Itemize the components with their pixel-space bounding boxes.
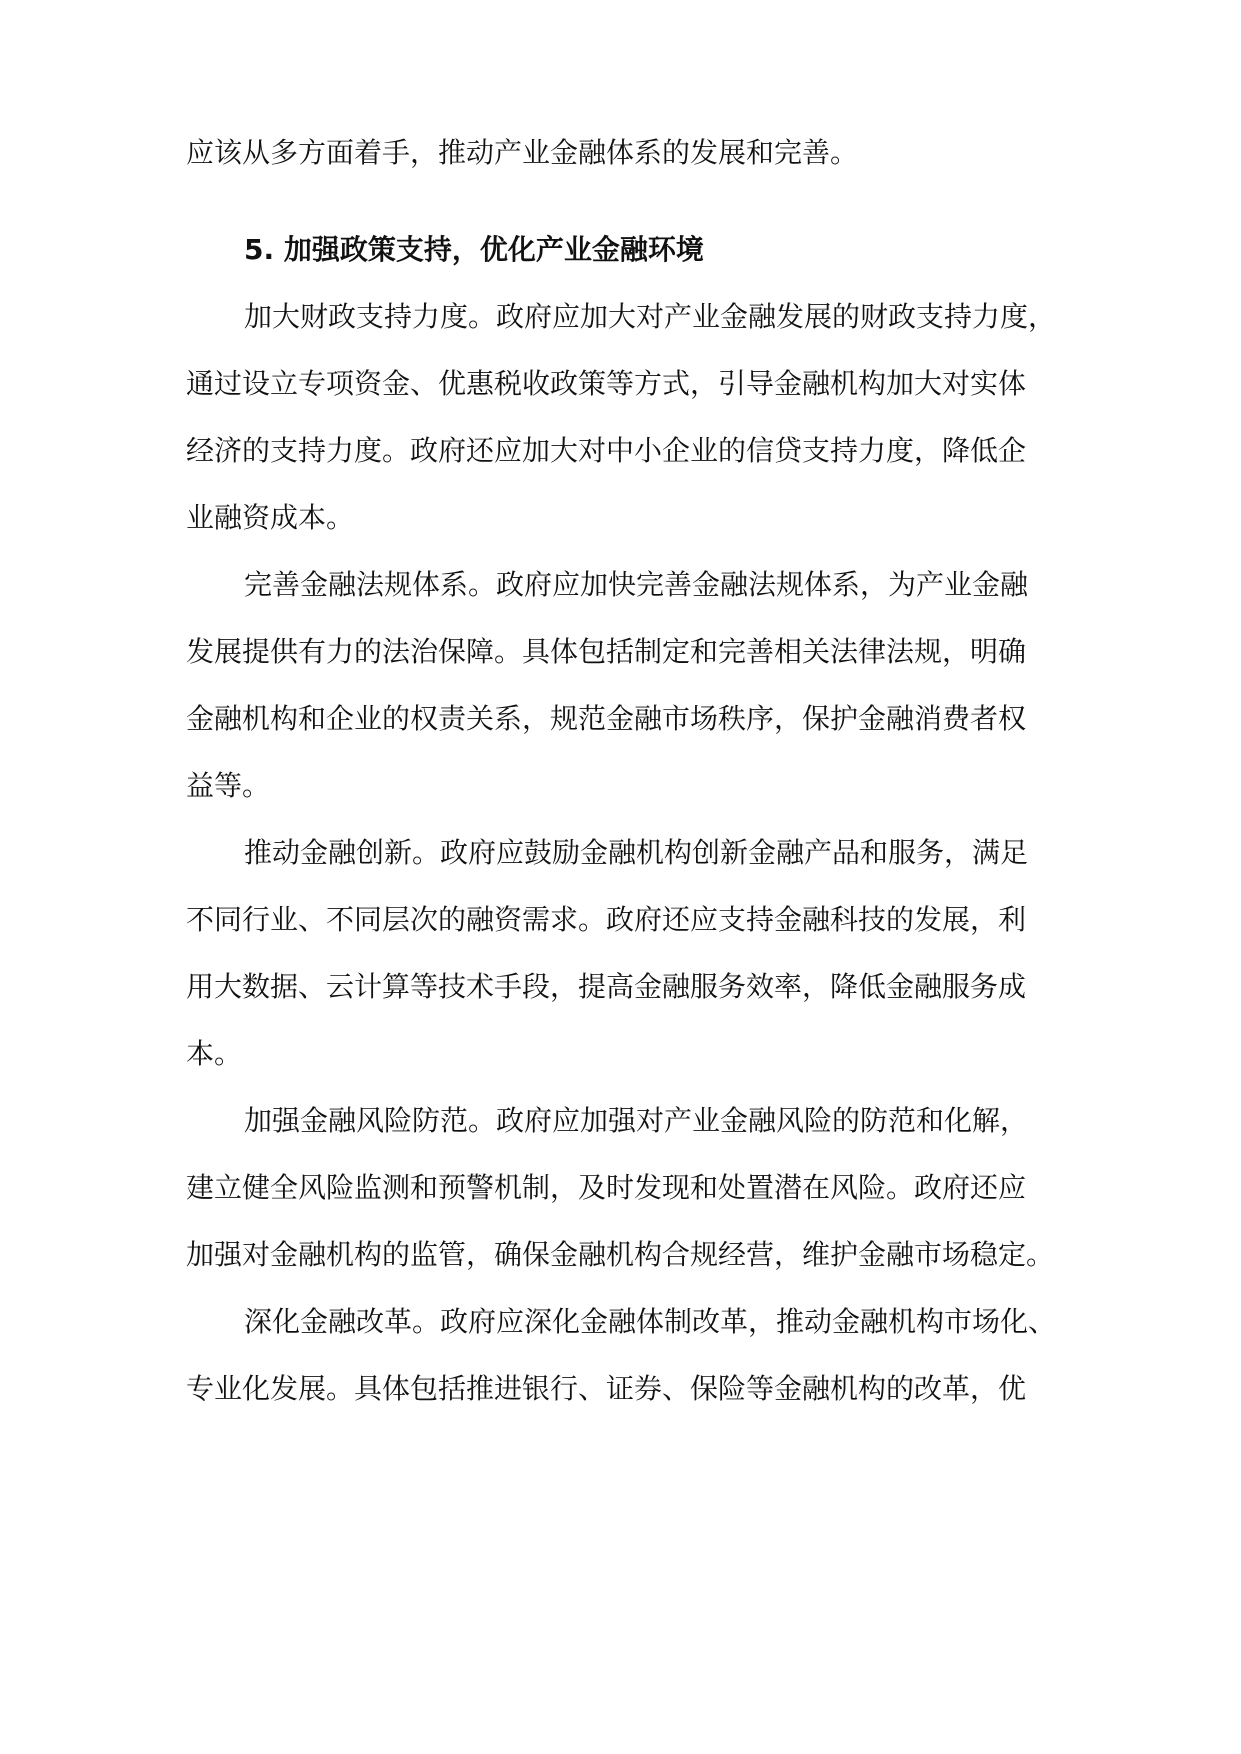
intro-line: 应该从多方面着手，推动产业金融体系的发展和完善。 bbox=[186, 136, 859, 169]
paragraph-line: 金融机构和企业的权责关系，规范金融市场秩序，保护金融消费者权 bbox=[186, 702, 1027, 735]
paragraph-line: 推动金融创新。政府应鼓励金融机构创新金融产品和服务，满足 bbox=[244, 836, 1029, 869]
paragraph-line: 完善金融法规体系。政府应加快完善金融法规体系，为产业金融 bbox=[244, 568, 1029, 601]
paragraph-line: 益等。 bbox=[186, 769, 271, 802]
paragraph-line: 建立健全风险监测和预警机制，及时发现和处置潜在风险。政府还应 bbox=[186, 1171, 1027, 1204]
paragraph-line: 本。 bbox=[186, 1037, 243, 1070]
paragraph-line: 深化金融改革。政府应深化金融体制改革，推动金融机构市场化、 bbox=[244, 1305, 1057, 1338]
paragraph-line: 加强对金融机构的监管，确保金融机构合规经营，维护金融市场稳定。 bbox=[186, 1238, 1055, 1271]
paragraph-line: 专业化发展。具体包括推进银行、证券、保险等金融机构的改革，优 bbox=[186, 1372, 1027, 1405]
paragraph-line: 加强金融风险防范。政府应加强对产业金融风险的防范和化解， bbox=[244, 1104, 1029, 1137]
paragraph-line: 加大财政支持力度。政府应加大对产业金融发展的财政支持力度， bbox=[244, 300, 1057, 333]
paragraph-line: 发展提供有力的法治保障。具体包括制定和完善相关法律法规，明确 bbox=[186, 635, 1027, 668]
section-heading: 5. 加强政策支持，优化产业金融环境 bbox=[244, 233, 704, 266]
paragraph-line: 经济的支持力度。政府还应加大对中小企业的信贷支持力度，降低企 bbox=[186, 434, 1027, 467]
paragraph-line: 业融资成本。 bbox=[186, 501, 355, 534]
paragraph-line: 通过设立专项资金、优惠税收政策等方式，引导金融机构加大对实体 bbox=[186, 367, 1027, 400]
paragraph-line: 用大数据、云计算等技术手段，提高金融服务效率，降低金融服务成 bbox=[186, 970, 1027, 1003]
paragraph-line: 不同行业、不同层次的融资需求。政府还应支持金融科技的发展，利 bbox=[186, 903, 1027, 936]
